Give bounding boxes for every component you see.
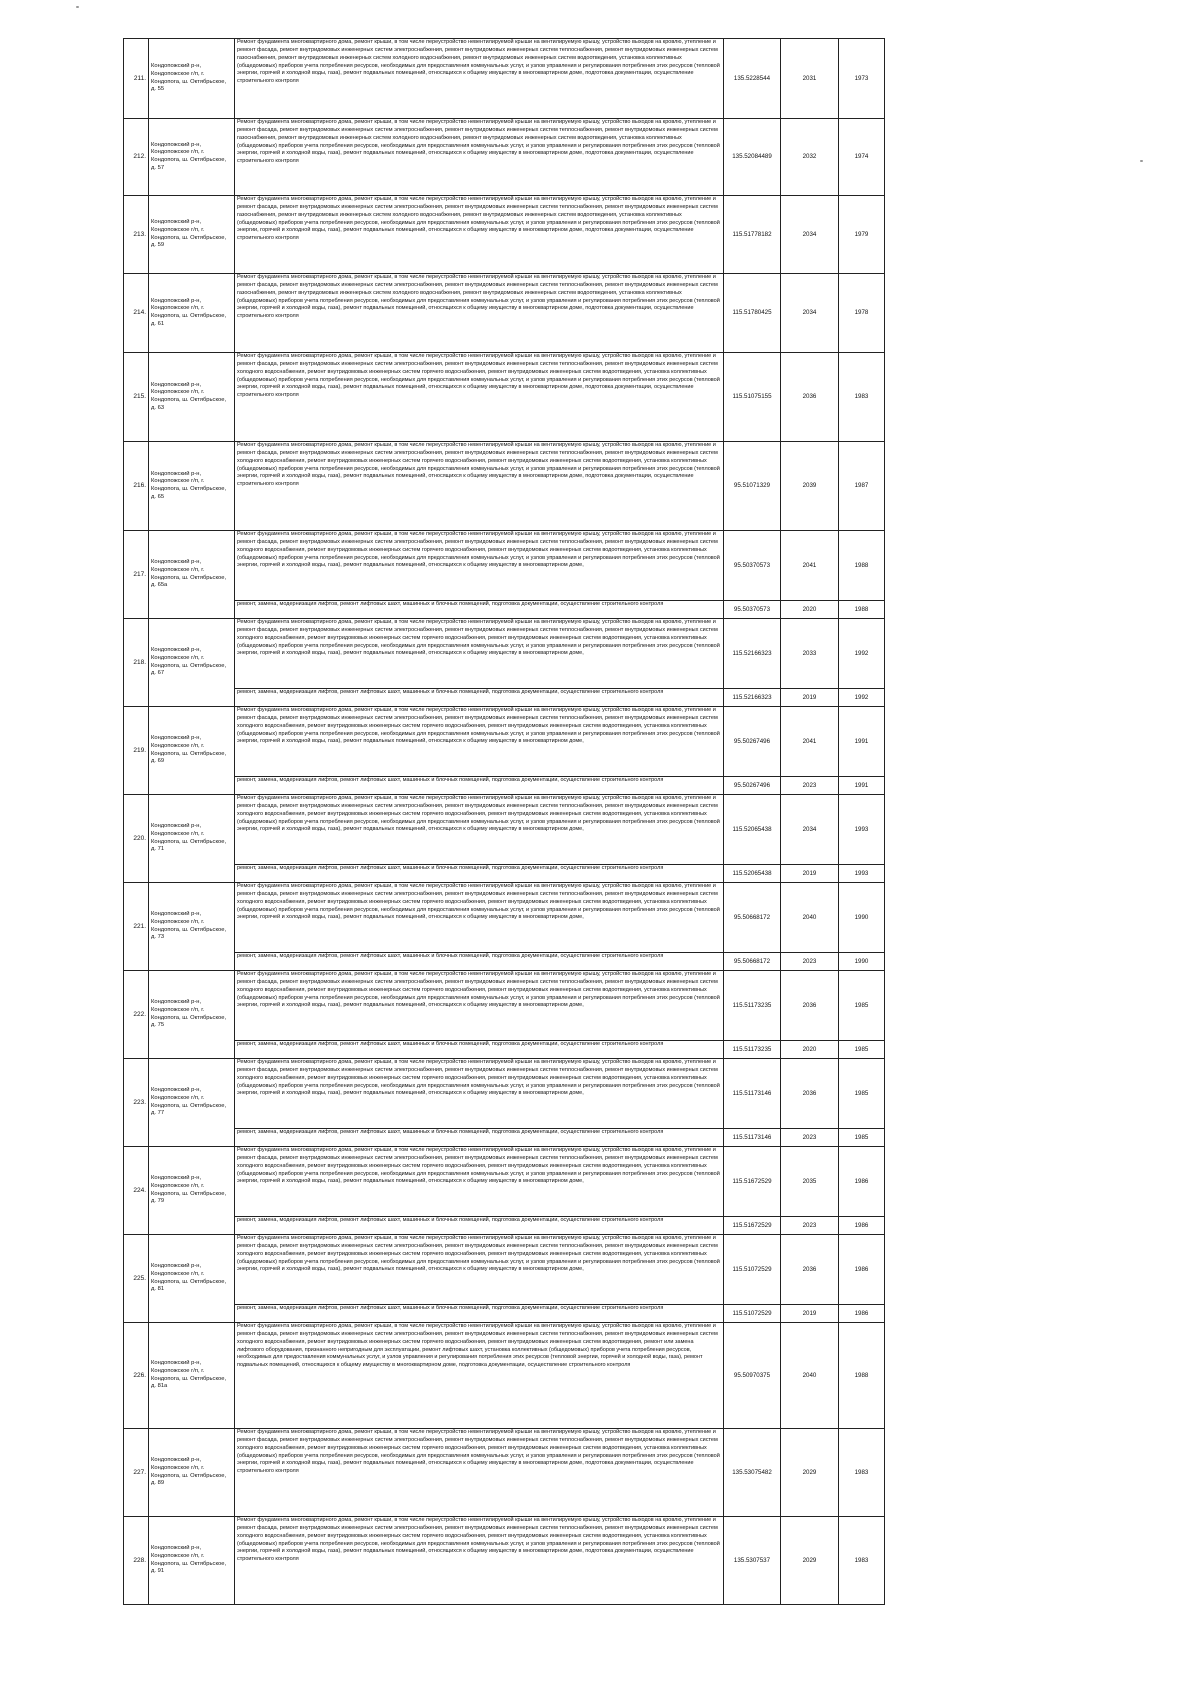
cost-cell: 135.5228544 (724, 39, 781, 119)
address-cell: Кондопожский р-н, Кондопожское г/п, г. Кондопога, ш. Октябрьское, д. 63 (149, 353, 235, 442)
row-number: 213. (124, 196, 149, 274)
repair-year-cell: 2035 (781, 1147, 839, 1217)
table-subrow (124, 953, 885, 971)
work-description-cell: Ремонт фундамента многоквартирного дома, ремонт крыши, в том числе переустройство невентилируемой крыши на вентилируемую крышу, устройство выходов на кровлю, утепление и ремонт фасада, ремонт внутридомовых инженерных систем электроснабжения, ремонт внутридомовых инженерных систем теплоснабжения, ремонт внутридомовых инженерных систем холодного водоснабжения, ремонт внутридомовых инженерных систем горячего водоснабжения, ремонт внутридомовых инженерных систем водоотведения, установка коллективных (общедомовых) приборов учета потребления ресурсов, необходимых для предоставления коммунальных услуг, и узлов управления и регулирования потребления этих ресурсов (тепловой энергии, горячей и холодной воды, газа), ремонт подвальных помещений, относящихся к общему имуществу в многоквартирном доме, (235, 619, 724, 689)
repair-year-cell: 2034 (781, 196, 839, 274)
table-subrow (124, 1129, 885, 1147)
build-year-cell: 1988 (839, 1323, 885, 1429)
cost-cell: 115.52065438 (724, 865, 781, 883)
table-row (124, 883, 885, 953)
work-description-cell: ремонт, замена, модернизация лифтов, ремонт лифтовых шахт, машинных и блочных помещений, подготовка документации, осуществление строительного контроля (235, 689, 724, 707)
address-cell: Кондопожский р-н, Кондопожское г/п, г. Кондопога, ш. Октябрьское, д. 55 (149, 39, 235, 119)
repair-year-cell: 2036 (781, 1059, 839, 1129)
cost-cell: 95.50267496 (724, 707, 781, 777)
build-year-cell: 1992 (839, 689, 885, 707)
work-description-cell: ремонт, замена, модернизация лифтов, ремонт лифтовых шахт, машинных и блочных помещений, подготовка документации, осуществление строительного контроля (235, 865, 724, 883)
table-row (124, 1235, 885, 1305)
work-description-cell: ремонт, замена, модернизация лифтов, ремонт лифтовых шахт, машинных и блочных помещений, подготовка документации, осуществление строительного контроля (235, 1217, 724, 1235)
work-description-cell: Ремонт фундамента многоквартирного дома, ремонт крыши, в том числе переустройство невентилируемой крыши на вентилируемую крышу, устройство выходов на кровлю, утепление и ремонт фасада, ремонт внутридомовых инженерных систем электроснабжения, ремонт внутридомовых инженерных систем теплоснабжения, ремонт внутридомовых инженерных систем холодного водоснабжения, ремонт внутридомовых инженерных систем горячего водоснабжения, ремонт внутридомовых инженерных систем водоотведения, установка коллективных (общедомовых) приборов учета потребления ресурсов, необходимых для предоставления коммунальных услуг, и узлов управления и регулирования потребления этих ресурсов (тепловой энергии, горячей и холодной воды, газа), ремонт подвальных помещений, относящихся к общему имуществу в многоквартирном доме, (235, 883, 724, 953)
cost-cell: 95.50970375 (724, 1323, 781, 1429)
work-description-cell: ремонт, замена, модернизация лифтов, ремонт лифтовых шахт, машинных и блочных помещений, подготовка документации, осуществление строительного контроля (235, 953, 724, 971)
build-year-cell: 1985 (839, 1041, 885, 1059)
address-cell: Кондопожский р-н, Кондопожское г/п, г. Кондопога, ш. Октябрьское, д. 91 (149, 1517, 235, 1605)
table-row (124, 1323, 885, 1429)
repair-year-cell: 2023 (781, 1129, 839, 1147)
table-subrow (124, 777, 885, 795)
row-number: 225. (124, 1235, 149, 1323)
repair-year-cell: 2034 (781, 274, 839, 353)
table-row (124, 1517, 885, 1605)
table-subrow (124, 601, 885, 619)
address-cell: Кондопожский р-н, Кондопожское г/п, г. Кондопога, ш. Октябрьское, д. 65а (149, 531, 235, 619)
work-description-cell: Ремонт фундамента многоквартирного дома, ремонт крыши, в том числе переустройство невентилируемой крыши на вентилируемую крышу, устройство выходов на кровлю, утепление и ремонт фасада, ремонт внутридомовых инженерных систем электроснабжения, ремонт внутридомовых инженерных систем теплоснабжения, ремонт внутридомовых инженерных систем газоснабжения, ремонт внутридомовых инженерных систем холодного водоснабжения, ремонт внутридомовых инженерных систем водоотведения, установка коллективных (общедомовых) приборов учета потребления ресурсов, необходимых для предоставления коммунальных услуг, и узлов управления и регулирования потребления этих ресурсов (тепловой энергии, горячей и холодной воды, газа), ремонт подвальных помещений, относящихся к общему имуществу в многоквартирном доме, подготовка документации, осуществление строительного контроля (235, 274, 724, 353)
build-year-cell: 1988 (839, 531, 885, 601)
table-subrow (124, 1217, 885, 1235)
build-year-cell: 1979 (839, 196, 885, 274)
row-number: 221. (124, 883, 149, 971)
repair-year-cell: 2029 (781, 1429, 839, 1517)
build-year-cell: 1991 (839, 777, 885, 795)
build-year-cell: 1986 (839, 1235, 885, 1305)
table-row (124, 353, 885, 442)
cost-cell: 115.52166323 (724, 619, 781, 689)
repair-year-cell: 2041 (781, 531, 839, 601)
address-cell: Кондопожский р-н, Кондопожское г/п, г. Кондопога, ш. Октябрьское, д. 57 (149, 119, 235, 196)
repair-year-cell: 2039 (781, 442, 839, 531)
build-year-cell: 1978 (839, 274, 885, 353)
repair-year-cell: 2019 (781, 1305, 839, 1323)
build-year-cell: 1983 (839, 1429, 885, 1517)
scan-speck (1140, 160, 1143, 162)
table-row (124, 531, 885, 601)
build-year-cell: 1973 (839, 39, 885, 119)
work-description-cell: Ремонт фундамента многоквартирного дома, ремонт крыши, в том числе переустройство невентилируемой крыши на вентилируемую крышу, устройство выходов на кровлю, утепление и ремонт фасада, ремонт внутридомовых инженерных систем электроснабжения, ремонт внутридомовых инженерных систем теплоснабжения, ремонт внутридомовых инженерных систем холодного водоснабжения, ремонт внутридомовых инженерных систем горячего водоснабжения, ремонт внутридомовых инженерных систем водоотведения, установка коллективных (общедомовых) приборов учета потребления ресурсов, необходимых для предоставления коммунальных услуг, и узлов управления и регулирования потребления этих ресурсов (тепловой энергии, горячей и холодной воды, газа), ремонт подвальных помещений, относящихся к общему имуществу в многоквартирном доме, (235, 1147, 724, 1217)
cost-cell: 115.52065438 (724, 795, 781, 865)
table-row (124, 795, 885, 865)
cost-cell: 135.52084489 (724, 119, 781, 196)
cost-cell: 115.51072529 (724, 1305, 781, 1323)
table-row (124, 707, 885, 777)
work-description-cell: Ремонт фундамента многоквартирного дома, ремонт крыши, в том числе переустройство невентилируемой крыши на вентилируемую крышу, устройство выходов на кровлю, утепление и ремонт фасада, ремонт внутридомовых инженерных систем электроснабжения, ремонт внутридомовых инженерных систем теплоснабжения, ремонт внутридомовых инженерных систем холодного водоснабжения, ремонт внутридомовых инженерных систем горячего водоснабжения, ремонт внутридомовых инженерных систем водоотведения, установка коллективных (общедомовых) приборов учета потребления ресурсов, необходимых для предоставления коммунальных услуг, и узлов управления и регулирования потребления этих ресурсов (тепловой энергии, горячей и холодной воды, газа), ремонт подвальных помещений, относящихся к общему имуществу в многоквартирном доме, (235, 707, 724, 777)
repair-year-cell: 2041 (781, 707, 839, 777)
build-year-cell: 1986 (839, 1217, 885, 1235)
table-row (124, 1429, 885, 1517)
address-cell: Кондопожский р-н, Кондопожское г/п, г. Кондопога, ш. Октябрьское, д. 67 (149, 619, 235, 707)
repair-year-cell: 2036 (781, 971, 839, 1041)
table-row (124, 442, 885, 531)
build-year-cell: 1987 (839, 442, 885, 531)
cost-cell: 135.5307537 (724, 1517, 781, 1605)
work-description-cell: Ремонт фундамента многоквартирного дома, ремонт крыши, в том числе переустройство невентилируемой крыши на вентилируемую крышу, устройство выходов на кровлю, утепление и ремонт фасада, ремонт внутридомовых инженерных систем электроснабжения, ремонт внутридомовых инженерных систем теплоснабжения, ремонт внутридомовых инженерных систем газоснабжения, ремонт внутридомовых инженерных систем холодного водоснабжения, ремонт внутридомовых инженерных систем водоотведения, установка коллективных (общедомовых) приборов учета потребления ресурсов, необходимых для предоставления коммунальных услуг, и узлов управления и регулирования потребления этих ресурсов (тепловой энергии, горячей и холодной воды, газа), ремонт подвальных помещений, относящихся к общему имуществу в многоквартирном доме, подготовка документации, осуществление строительного контроля (235, 119, 724, 196)
repair-year-cell: 2023 (781, 1217, 839, 1235)
address-cell: Кондопожский р-н, Кондопожское г/п, г. Кондопога, ш. Октябрьское, д. 89 (149, 1429, 235, 1517)
row-number: 214. (124, 274, 149, 353)
cost-cell: 95.51071329 (724, 442, 781, 531)
work-description-cell: Ремонт фундамента многоквартирного дома, ремонт крыши, в том числе переустройство невентилируемой крыши на вентилируемую крышу, устройство выходов на кровлю, утепление и ремонт фасада, ремонт внутридомовых инженерных систем электроснабжения, ремонт внутридомовых инженерных систем теплоснабжения, ремонт внутридомовых инженерных систем холодного водоснабжения, ремонт внутридомовых инженерных систем горячего водоснабжения, ремонт внутридомовых инженерных систем водоотведения, установка коллективных (общедомовых) приборов учета потребления ресурсов, необходимых для предоставления коммунальных услуг, и узлов управления и регулирования потребления этих ресурсов (тепловой энергии, горячей и холодной воды, газа), ремонт подвальных помещений, относящихся к общему имуществу в многоквартирном доме, подготовка документации, осуществление строительного контроля (235, 1517, 724, 1605)
cost-cell: 115.51173146 (724, 1059, 781, 1129)
build-year-cell: 1986 (839, 1147, 885, 1217)
document-page (123, 38, 884, 1605)
build-year-cell: 1983 (839, 1517, 885, 1605)
work-description-cell: Ремонт фундамента многоквартирного дома, ремонт крыши, в том числе переустройство невентилируемой крыши на вентилируемую крышу, устройство выходов на кровлю, утепление и ремонт фасада, ремонт внутридомовых инженерных систем электроснабжения, ремонт внутридомовых инженерных систем теплоснабжения, ремонт внутридомовых инженерных систем холодного водоснабжения, ремонт внутридомовых инженерных систем горячего водоснабжения, ремонт внутридомовых инженерных систем водоотведения, установка коллективных (общедомовых) приборов учета потребления ресурсов, необходимых для предоставления коммунальных услуг, и узлов управления и регулирования потребления этих ресурсов (тепловой энергии, горячей и холодной воды, газа), ремонт подвальных помещений, относящихся к общему имуществу в многоквартирном доме, (235, 531, 724, 601)
work-description-cell: Ремонт фундамента многоквартирного дома, ремонт крыши, в том числе переустройство невентилируемой крыши на вентилируемую крышу, устройство выходов на кровлю, утепление и ремонт фасада, ремонт внутридомовых инженерных систем электроснабжения, ремонт внутридомовых инженерных систем теплоснабжения, ремонт внутридомовых инженерных систем холодного водоснабжения, ремонт внутридомовых инженерных систем горячего водоснабжения, ремонт внутридомовых инженерных систем водоотведения, установка коллективных (общедомовых) приборов учета потребления ресурсов, необходимых для предоставления коммунальных услуг, и узлов управления и регулирования потребления этих ресурсов (тепловой энергии, горячей и холодной воды, газа), ремонт подвальных помещений, относящихся к общему имуществу в многоквартирном доме, (235, 971, 724, 1041)
work-description-cell: Ремонт фундамента многоквартирного дома, ремонт крыши, в том числе переустройство невентилируемой крыши на вентилируемую крышу, устройство выходов на кровлю, утепление и ремонт фасада, ремонт внутридомовых инженерных систем электроснабжения, ремонт внутридомовых инженерных систем теплоснабжения, ремонт внутридомовых инженерных систем холодного водоснабжения, ремонт внутридомовых инженерных систем горячего водоснабжения, ремонт внутридомовых инженерных систем водоотведения, установка коллективных (общедомовых) приборов учета потребления ресурсов, необходимых для предоставления коммунальных услуг, и узлов управления и регулирования потребления этих ресурсов (тепловой энергии, горячей и холодной воды, газа), ремонт подвальных помещений, относящихся к общему имуществу в многоквартирном доме, подготовка документации, осуществление строительного контроля (235, 442, 724, 531)
row-number: 223. (124, 1059, 149, 1147)
row-number: 220. (124, 795, 149, 883)
table-row (124, 119, 885, 196)
work-description-cell: ремонт, замена, модернизация лифтов, ремонт лифтовых шахт, машинных и блочных помещений, подготовка документации, осуществление строительного контроля (235, 1305, 724, 1323)
address-cell: Кондопожский р-н, Кондопожское г/п, г. Кондопога, ш. Октябрьское, д. 69 (149, 707, 235, 795)
cost-cell: 95.50668172 (724, 883, 781, 953)
build-year-cell: 1992 (839, 619, 885, 689)
work-description-cell: Ремонт фундамента многоквартирного дома, ремонт крыши, в том числе переустройство невентилируемой крыши на вентилируемую крышу, устройство выходов на кровлю, утепление и ремонт фасада, ремонт внутридомовых инженерных систем электроснабжения, ремонт внутридомовых инженерных систем теплоснабжения, ремонт внутридомовых инженерных систем холодного водоснабжения, ремонт внутридомовых инженерных систем горячего водоснабжения, ремонт внутридомовых инженерных систем водоотведения, установка коллективных (общедомовых) приборов учета потребления ресурсов, необходимых для предоставления коммунальных услуг, и узлов управления и регулирования потребления этих ресурсов (тепловой энергии, горячей и холодной воды, газа), ремонт подвальных помещений, относящихся к общему имуществу в многоквартирном доме, (235, 795, 724, 865)
repair-year-cell: 2031 (781, 39, 839, 119)
row-number: 228. (124, 1517, 149, 1605)
table-row (124, 619, 885, 689)
work-description-cell: ремонт, замена, модернизация лифтов, ремонт лифтовых шахт, машинных и блочных помещений, подготовка документации, осуществление строительного контроля (235, 601, 724, 619)
row-number: 226. (124, 1323, 149, 1429)
repair-year-cell: 2029 (781, 1517, 839, 1605)
table-row (124, 196, 885, 274)
build-year-cell: 1985 (839, 1059, 885, 1129)
table-body (124, 39, 885, 1605)
address-cell: Кондопожский р-н, Кондопожское г/п, г. Кондопога, ш. Октябрьское, д. 73 (149, 883, 235, 971)
build-year-cell: 1988 (839, 601, 885, 619)
row-number: 218. (124, 619, 149, 707)
row-number: 216. (124, 442, 149, 531)
cost-cell: 115.51072529 (724, 1235, 781, 1305)
repair-year-cell: 2036 (781, 1235, 839, 1305)
cost-cell: 115.51672529 (724, 1147, 781, 1217)
row-number: 212. (124, 119, 149, 196)
row-number: 211. (124, 39, 149, 119)
repair-year-cell: 2020 (781, 601, 839, 619)
row-number: 219. (124, 707, 149, 795)
table-subrow (124, 865, 885, 883)
build-year-cell: 1993 (839, 865, 885, 883)
work-description-cell: Ремонт фундамента многоквартирного дома, ремонт крыши, в том числе переустройство невентилируемой крыши на вентилируемую крышу, устройство выходов на кровлю, утепление и ремонт фасада, ремонт внутридомовых инженерных систем электроснабжения, ремонт внутридомовых инженерных систем теплоснабжения, ремонт внутридомовых инженерных систем холодного водоснабжения, ремонт внутридомовых инженерных систем горячего водоснабжения, ремонт внутридомовых инженерных систем водоотведения, ремонт или замена лифтового оборудования, признанного непригодным для эксплуатации, ремонт лифтовых шахт, установка коллективных (общедомовых) приборов учета потребления ресурсов, необходимых для предоставления коммунальных услуг, и узлов управления и регулирования потребления этих ресурсов (тепловой энергии, горячей и холодной воды, газа), ремонт подвальных помещений, относящихся к общему имуществу в многоквартирном доме, подготовка документации, осуществление строительного контроля (235, 1323, 724, 1429)
cost-cell: 95.50370573 (724, 601, 781, 619)
build-year-cell: 1983 (839, 353, 885, 442)
build-year-cell: 1985 (839, 1129, 885, 1147)
table-subrow (124, 1041, 885, 1059)
table-row (124, 39, 885, 119)
build-year-cell: 1991 (839, 707, 885, 777)
cost-cell: 95.50370573 (724, 531, 781, 601)
work-description-cell: Ремонт фундамента многоквартирного дома, ремонт крыши, в том числе переустройство невентилируемой крыши на вентилируемую крышу, устройство выходов на кровлю, утепление и ремонт фасада, ремонт внутридомовых инженерных систем электроснабжения, ремонт внутридомовых инженерных систем теплоснабжения, ремонт внутридомовых инженерных систем холодного водоснабжения, ремонт внутридомовых инженерных систем горячего водоснабжения, ремонт внутридомовых инженерных систем водоотведения, установка коллективных (общедомовых) приборов учета потребления ресурсов, необходимых для предоставления коммунальных услуг, и узлов управления и регулирования потребления этих ресурсов (тепловой энергии, горячей и холодной воды, газа), ремонт подвальных помещений, относящихся к общему имуществу в многоквартирном доме, (235, 1235, 724, 1305)
build-year-cell: 1993 (839, 795, 885, 865)
address-cell: Кондопожский р-н, Кондопожское г/п, г. Кондопога, ш. Октябрьское, д. 81 (149, 1235, 235, 1323)
scan-speck (76, 6, 79, 8)
build-year-cell: 1986 (839, 1305, 885, 1323)
cost-cell: 95.50267496 (724, 777, 781, 795)
work-description-cell: Ремонт фундамента многоквартирного дома, ремонт крыши, в том числе переустройство невентилируемой крыши на вентилируемую крышу, устройство выходов на кровлю, утепление и ремонт фасада, ремонт внутридомовых инженерных систем электроснабжения, ремонт внутридомовых инженерных систем теплоснабжения, ремонт внутридомовых инженерных систем газоснабжения, ремонт внутридомовых инженерных систем холодного водоснабжения, ремонт внутридомовых инженерных систем водоотведения, установка коллективных (общедомовых) приборов учета потребления ресурсов, необходимых для предоставления коммунальных услуг, и узлов управления и регулирования потребления этих ресурсов (тепловой энергии, горячей и холодной воды, газа), ремонт подвальных помещений, относящихся к общему имуществу в многоквартирном доме, подготовка документации, осуществление строительного контроля (235, 39, 724, 119)
table-row (124, 1059, 885, 1129)
address-cell: Кондопожский р-н, Кондопожское г/п, г. Кондопога, ш. Октябрьское, д. 61 (149, 274, 235, 353)
cost-cell: 115.51173235 (724, 971, 781, 1041)
repair-schedule-table (123, 38, 885, 1605)
work-description-cell: Ремонт фундамента многоквартирного дома, ремонт крыши, в том числе переустройство невентилируемой крыши на вентилируемую крышу, устройство выходов на кровлю, утепление и ремонт фасада, ремонт внутридомовых инженерных систем электроснабжения, ремонт внутридомовых инженерных систем теплоснабжения, ремонт внутридомовых инженерных систем холодного водоснабжения, ремонт внутридомовых инженерных систем горячего водоснабжения, ремонт внутридомовых инженерных систем водоотведения, установка коллективных (общедомовых) приборов учета потребления ресурсов, необходимых для предоставления коммунальных услуг, и узлов управления и регулирования потребления этих ресурсов (тепловой энергии, горячей и холодной воды, газа), ремонт подвальных помещений, относящихся к общему имуществу в многоквартирном доме, подготовка документации, осуществление строительного контроля (235, 1429, 724, 1517)
table-row (124, 1147, 885, 1217)
cost-cell: 115.51672529 (724, 1217, 781, 1235)
row-number: 215. (124, 353, 149, 442)
row-number: 217. (124, 531, 149, 619)
address-cell: Кондопожский р-н, Кондопожское г/п, г. Кондопога, ш. Октябрьское, д. 79 (149, 1147, 235, 1235)
cost-cell: 115.51780425 (724, 274, 781, 353)
repair-year-cell: 2023 (781, 953, 839, 971)
cost-cell: 115.52166323 (724, 689, 781, 707)
table-subrow (124, 1305, 885, 1323)
table-row (124, 274, 885, 353)
address-cell: Кондопожский р-н, Кондопожское г/п, г. Кондопога, ш. Октябрьское, д. 71 (149, 795, 235, 883)
build-year-cell: 1990 (839, 953, 885, 971)
work-description-cell: ремонт, замена, модернизация лифтов, ремонт лифтовых шахт, машинных и блочных помещений, подготовка документации, осуществление строительного контроля (235, 1041, 724, 1059)
row-number: 222. (124, 971, 149, 1059)
work-description-cell: Ремонт фундамента многоквартирного дома, ремонт крыши, в том числе переустройство невентилируемой крыши на вентилируемую крышу, устройство выходов на кровлю, утепление и ремонт фасада, ремонт внутридомовых инженерных систем электроснабжения, ремонт внутридомовых инженерных систем теплоснабжения, ремонт внутридомовых инженерных систем холодного водоснабжения, ремонт внутридомовых инженерных систем горячего водоснабжения, ремонт внутридомовых инженерных систем водоотведения, установка коллективных (общедомовых) приборов учета потребления ресурсов, необходимых для предоставления коммунальных услуг, и узлов управления и регулирования потребления этих ресурсов (тепловой энергии, горячей и холодной воды, газа), ремонт подвальных помещений, относящихся к общему имуществу в многоквартирном доме, подготовка документации, осуществление строительного контроля (235, 353, 724, 442)
cost-cell: 95.50668172 (724, 953, 781, 971)
row-number: 227. (124, 1429, 149, 1517)
cost-cell: 115.51778182 (724, 196, 781, 274)
repair-year-cell: 2032 (781, 119, 839, 196)
cost-cell: 115.51173146 (724, 1129, 781, 1147)
cost-cell: 135.53075482 (724, 1429, 781, 1517)
repair-year-cell: 2023 (781, 777, 839, 795)
build-year-cell: 1974 (839, 119, 885, 196)
address-cell: Кондопожский р-н, Кондопожское г/п, г. Кондопога, ш. Октябрьское, д. 59 (149, 196, 235, 274)
build-year-cell: 1985 (839, 971, 885, 1041)
cost-cell: 115.51173235 (724, 1041, 781, 1059)
table-subrow (124, 689, 885, 707)
repair-year-cell: 2040 (781, 1323, 839, 1429)
repair-year-cell: 2019 (781, 689, 839, 707)
address-cell: Кондопожский р-н, Кондопожское г/п, г. Кондопога, ш. Октябрьское, д. 77 (149, 1059, 235, 1147)
cost-cell: 115.51075155 (724, 353, 781, 442)
work-description-cell: ремонт, замена, модернизация лифтов, ремонт лифтовых шахт, машинных и блочных помещений, подготовка документации, осуществление строительного контроля (235, 1129, 724, 1147)
address-cell: Кондопожский р-н, Кондопожское г/п, г. Кондопога, ш. Октябрьское, д. 81а (149, 1323, 235, 1429)
repair-year-cell: 2040 (781, 883, 839, 953)
work-description-cell: ремонт, замена, модернизация лифтов, ремонт лифтовых шахт, машинных и блочных помещений, подготовка документации, осуществление строительного контроля (235, 777, 724, 795)
address-cell: Кондопожский р-н, Кондопожское г/п, г. Кондопога, ш. Октябрьское, д. 65 (149, 442, 235, 531)
row-number: 224. (124, 1147, 149, 1235)
repair-year-cell: 2036 (781, 353, 839, 442)
build-year-cell: 1990 (839, 883, 885, 953)
table-row (124, 971, 885, 1041)
repair-year-cell: 2020 (781, 1041, 839, 1059)
work-description-cell: Ремонт фундамента многоквартирного дома, ремонт крыши, в том числе переустройство невентилируемой крыши на вентилируемую крышу, устройство выходов на кровлю, утепление и ремонт фасада, ремонт внутридомовых инженерных систем электроснабжения, ремонт внутридомовых инженерных систем теплоснабжения, ремонт внутридомовых инженерных систем холодного водоснабжения, ремонт внутридомовых инженерных систем горячего водоснабжения, ремонт внутридомовых инженерных систем водоотведения, установка коллективных (общедомовых) приборов учета потребления ресурсов, необходимых для предоставления коммунальных услуг, и узлов управления и регулирования потребления этих ресурсов (тепловой энергии, горячей и холодной воды, газа), ремонт подвальных помещений, относящихся к общему имуществу в многоквартирном доме, (235, 1059, 724, 1129)
repair-year-cell: 2033 (781, 619, 839, 689)
work-description-cell: Ремонт фундамента многоквартирного дома, ремонт крыши, в том числе переустройство невентилируемой крыши на вентилируемую крышу, устройство выходов на кровлю, утепление и ремонт фасада, ремонт внутридомовых инженерных систем электроснабжения, ремонт внутридомовых инженерных систем теплоснабжения, ремонт внутридомовых инженерных систем газоснабжения, ремонт внутридомовых инженерных систем холодного водоснабжения, ремонт внутридомовых инженерных систем водоотведения, установка коллективных (общедомовых) приборов учета потребления ресурсов, необходимых для предоставления коммунальных услуг, и узлов управления и регулирования потребления этих ресурсов (тепловой энергии, горячей и холодной воды, газа), ремонт подвальных помещений, относящихся к общему имуществу в многоквартирном доме, подготовка документации, осуществление строительного контроля (235, 196, 724, 274)
repair-year-cell: 2019 (781, 865, 839, 883)
address-cell: Кондопожский р-н, Кондопожское г/п, г. Кондопога, ш. Октябрьское, д. 75 (149, 971, 235, 1059)
repair-year-cell: 2034 (781, 795, 839, 865)
